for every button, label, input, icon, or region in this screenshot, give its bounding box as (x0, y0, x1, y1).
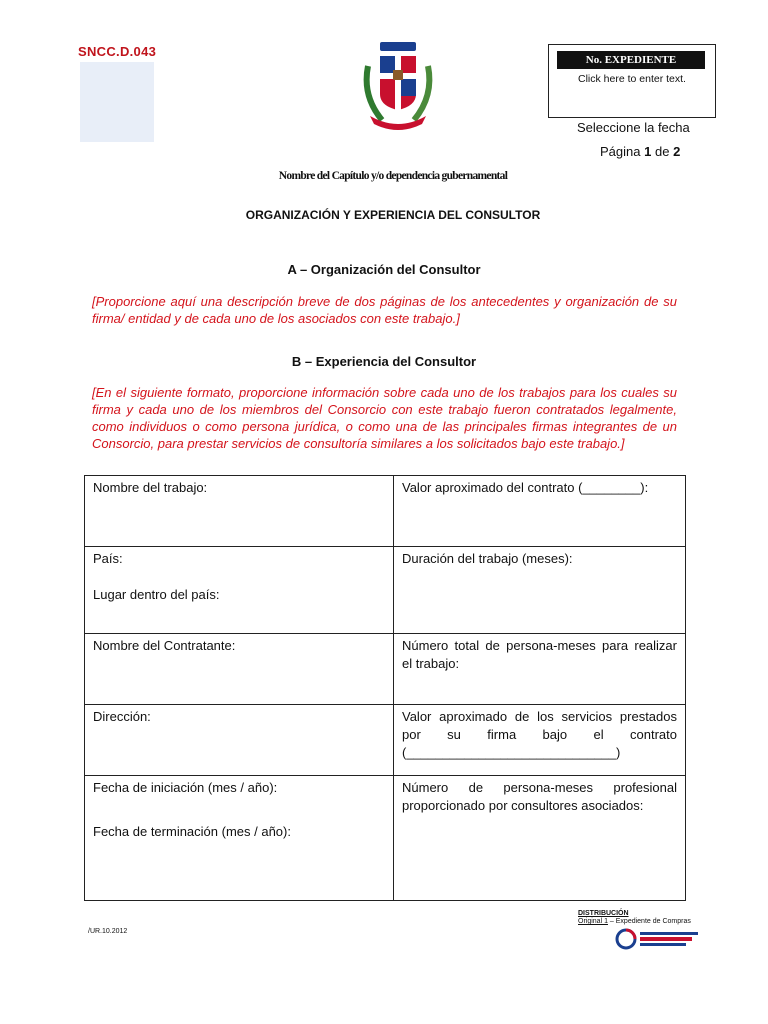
field-label: Número de persona-meses profesional proporcionado por consultores asociados: (402, 780, 677, 813)
field-label: Nombre del trabajo: (93, 480, 208, 495)
section-a-heading: A – Organización del Consultor (287, 262, 481, 277)
table-row (85, 476, 686, 547)
logo-placeholder (80, 62, 154, 142)
field-label: Lugar dentro del país: (93, 587, 220, 602)
page-sep: de (654, 144, 670, 159)
table-row (85, 634, 686, 705)
valor-servicios-field[interactable] (394, 705, 686, 776)
revision-date: /UR.10.2012 (88, 928, 128, 935)
dependency-name: Nombre del Capítulo y/o dependencia gubernamental (278, 170, 508, 182)
page-prefix: Página (600, 144, 641, 159)
persona-meses-field[interactable] (394, 634, 686, 705)
document-code: SNCC.D.043 (78, 44, 157, 59)
direccion-field[interactable] (85, 705, 394, 776)
date-picker[interactable]: Seleccione la fecha (577, 120, 690, 135)
fechas-field[interactable] (85, 776, 394, 901)
field-label: País: (93, 551, 123, 566)
expediente-input[interactable]: Click here to enter text. (578, 73, 686, 85)
distribution-label: DISTRIBUCIÓN (578, 910, 629, 917)
table-row (85, 776, 686, 901)
persona-meses-asociados-field[interactable] (394, 776, 686, 901)
section-b-instructions: [En el siguiente formato, proporcione información sobre cada uno de los trabajos para los cuales su firma y cada uno de los miembros del Consorcio con este trabajo fueron contratados legalmente, como individuos o como persona jurídica, o como una de las principales firmas integrantes de un Consorcio, para prestar servicios de consultoría similares a los solicitados bajo este trabajo.] (92, 385, 677, 451)
field-label: Valor aproximado del contrato (________): (402, 480, 649, 495)
field-label: Valor aproximado de los servicios prestados por su firma bajo el contrato (_____________________________) (402, 709, 677, 760)
field-label: Dirección: (93, 709, 151, 724)
dgcp-logo-icon (614, 928, 704, 950)
expediente-label: No. EXPEDIENTE (557, 51, 705, 69)
section-b-heading: B – Experiencia del Consultor (291, 354, 477, 369)
section-a-instructions: [Proporcione aquí una descripción breve de dos páginas de los antecedentes y organización de su firma/ entidad y de cada uno de los asociados con este trabajo.] (92, 294, 677, 326)
table-row (85, 705, 686, 776)
experience-table (84, 475, 686, 901)
pais-field[interactable] (85, 547, 394, 634)
page-current: 1 (644, 144, 652, 159)
distribution-detail (578, 918, 691, 925)
original-label: Original 1 (578, 918, 608, 925)
field-label: Duración del trabajo (meses): (402, 551, 573, 566)
nombre-trabajo-field[interactable] (85, 476, 394, 547)
valor-contrato-field[interactable] (394, 476, 686, 547)
field-label: Número total de persona-meses para realizar el trabajo: (402, 638, 677, 671)
expediente-box (548, 44, 716, 118)
duracion-field[interactable] (394, 547, 686, 634)
original-text: – Expediente de Compras (607, 918, 691, 925)
coat-of-arms-icon (352, 36, 444, 130)
field-label: Fecha de iniciación (mes / año): (93, 780, 278, 795)
page-indicator (600, 144, 680, 159)
field-label: Nombre del Contratante: (93, 638, 236, 653)
table-row (85, 547, 686, 634)
page-title: ORGANIZACIÓN Y EXPERIENCIA DEL CONSULTOR (245, 208, 541, 222)
contratante-field[interactable] (85, 634, 394, 705)
page-total: 2 (673, 144, 681, 159)
field-label: Fecha de terminación (mes / año): (93, 824, 291, 839)
